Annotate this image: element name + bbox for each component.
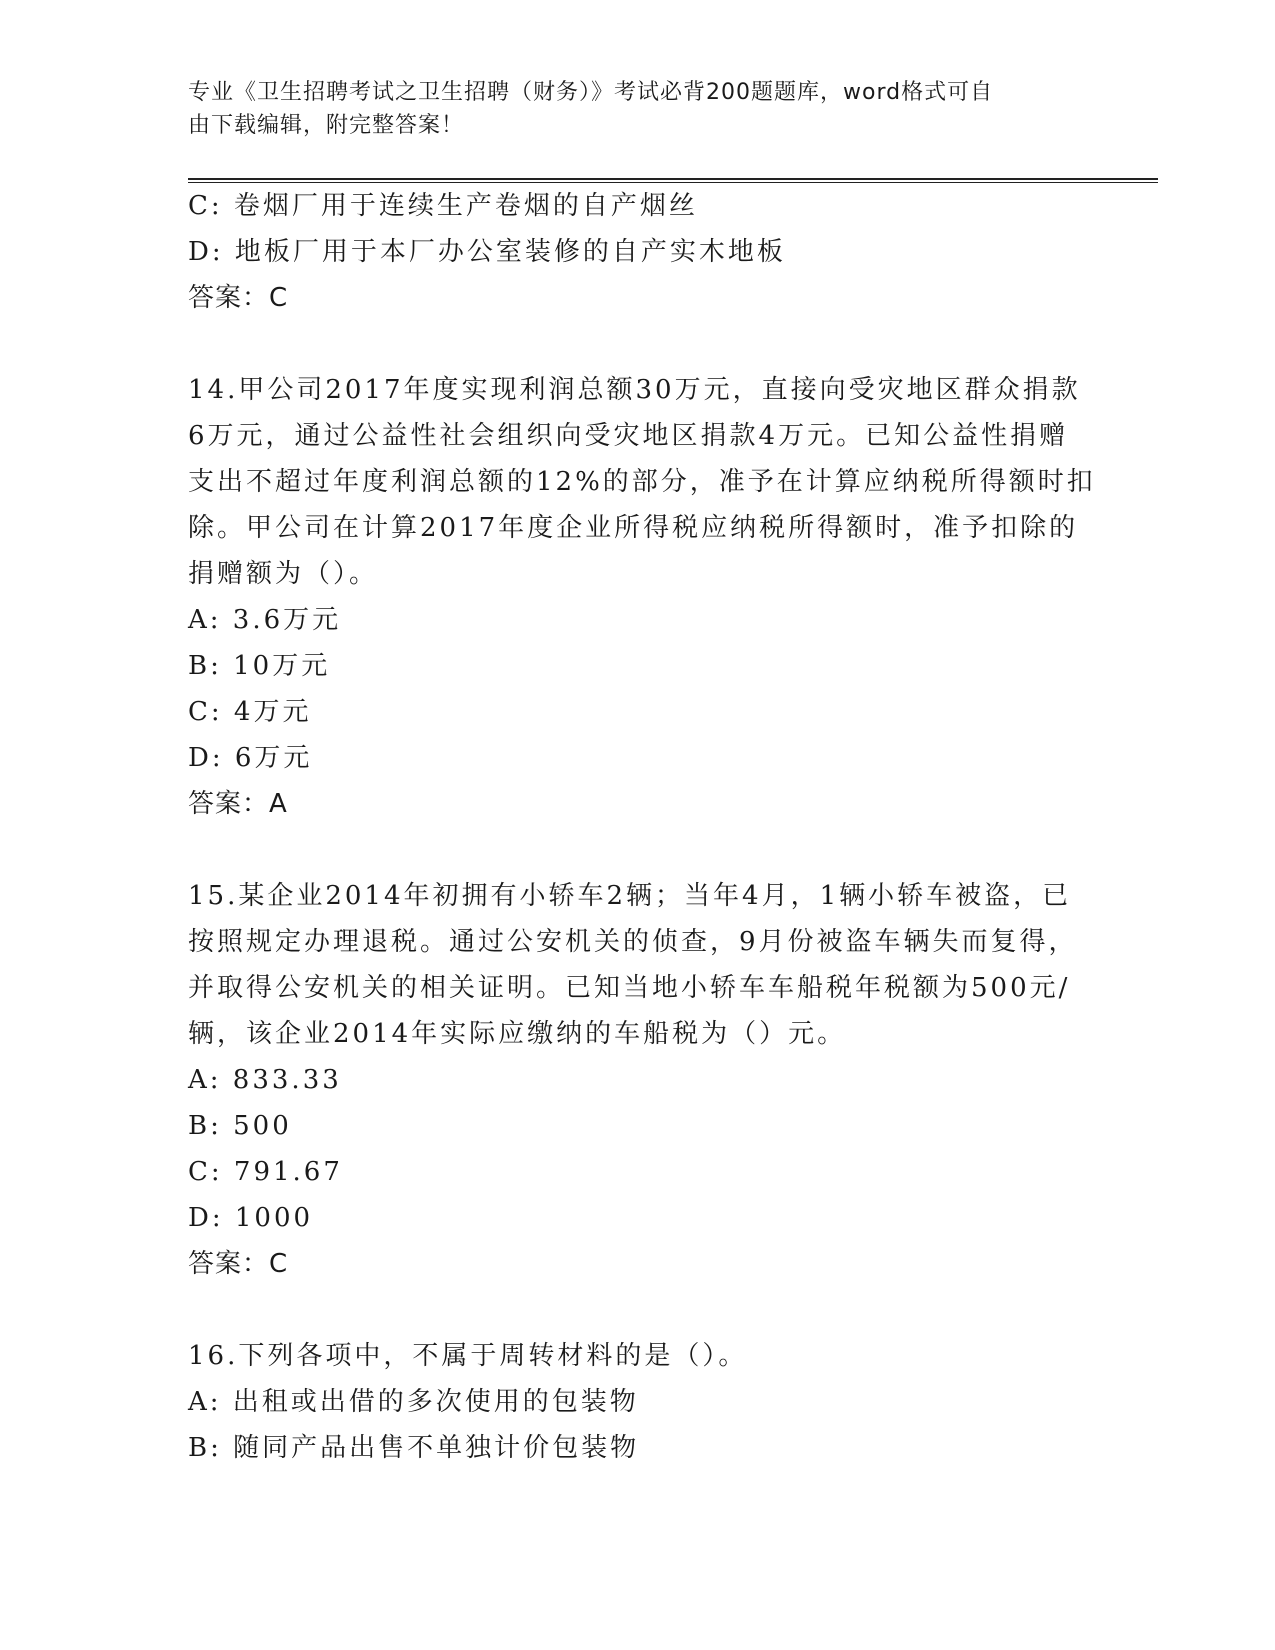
question-stem-line: 按照规定办理退税。通过公安机关的侦查，9月份被盗车辆失而复得， [188,927,1078,957]
question-13-tail [188,183,1158,321]
question-stem-line: 6万元，通过公益性社会组织向受灾地区捐款4万元。已知公益性捐赠 [188,421,1069,451]
question-stem-line: 除。甲公司在计算2017年度企业所得税应纳税所得额时，准予扣除的 [188,513,1079,543]
option-c: C: 791.67 [188,1157,343,1187]
answer: 答案：C [188,283,289,313]
answer: 答案：A [188,789,288,819]
answer: 答案：C [188,1249,289,1279]
option-b: B: 随同产品出售不单独计价包装物 [188,1433,640,1463]
question-stem-line: 捐赠额为（）。 [188,559,379,589]
option-b: B: 500 [188,1111,292,1141]
question-15 [188,873,1158,1287]
question-16 [188,1333,1158,1471]
option-d: D: 1000 [188,1203,314,1233]
question-stem-line: 辆，该企业2014年实际应缴纳的车船税为（）元。 [188,1019,847,1049]
option-c: C: 卷烟厂用于连续生产卷烟的自产烟丝 [188,191,698,221]
question-stem-line: 14.甲公司2017年度实现利润总额30万元，直接向受灾地区群众捐款 [188,375,1081,405]
option-a: A: 3.6万元 [188,605,342,635]
option-d: D: 6万元 [188,743,313,773]
document-page [188,76,1158,1471]
option-a: A: 出租或出借的多次使用的包装物 [188,1387,639,1417]
header-line-2: 由下载编辑，附完整答案！ [188,113,465,138]
option-d: D: 地板厂用于本厂办公室装修的自产实木地板 [188,237,786,267]
question-stem-line: 支出不超过年度利润总额的12%的部分，准予在计算应纳税所得额时扣 [188,467,1096,497]
question-stem-line: 15.某企业2014年初拥有小轿车2辆；当年4月，1辆小轿车被盗，已 [188,881,1072,911]
option-b: B: 10万元 [188,651,331,681]
question-stem-line: 并取得公安机关的相关证明。已知当地小轿车车船税年税额为500元/ [188,973,1071,1003]
option-a: A: 833.33 [188,1065,342,1095]
question-14 [188,367,1158,827]
option-c: C: 4万元 [188,697,312,727]
document-header [188,76,1068,142]
header-line-1: 专业《卫生招聘考试之卫生招聘（财务）》考试必背200题题库，word格式可自 [188,80,994,105]
question-stem-line: 16.下列各项中，不属于周转材料的是（）。 [188,1341,748,1371]
